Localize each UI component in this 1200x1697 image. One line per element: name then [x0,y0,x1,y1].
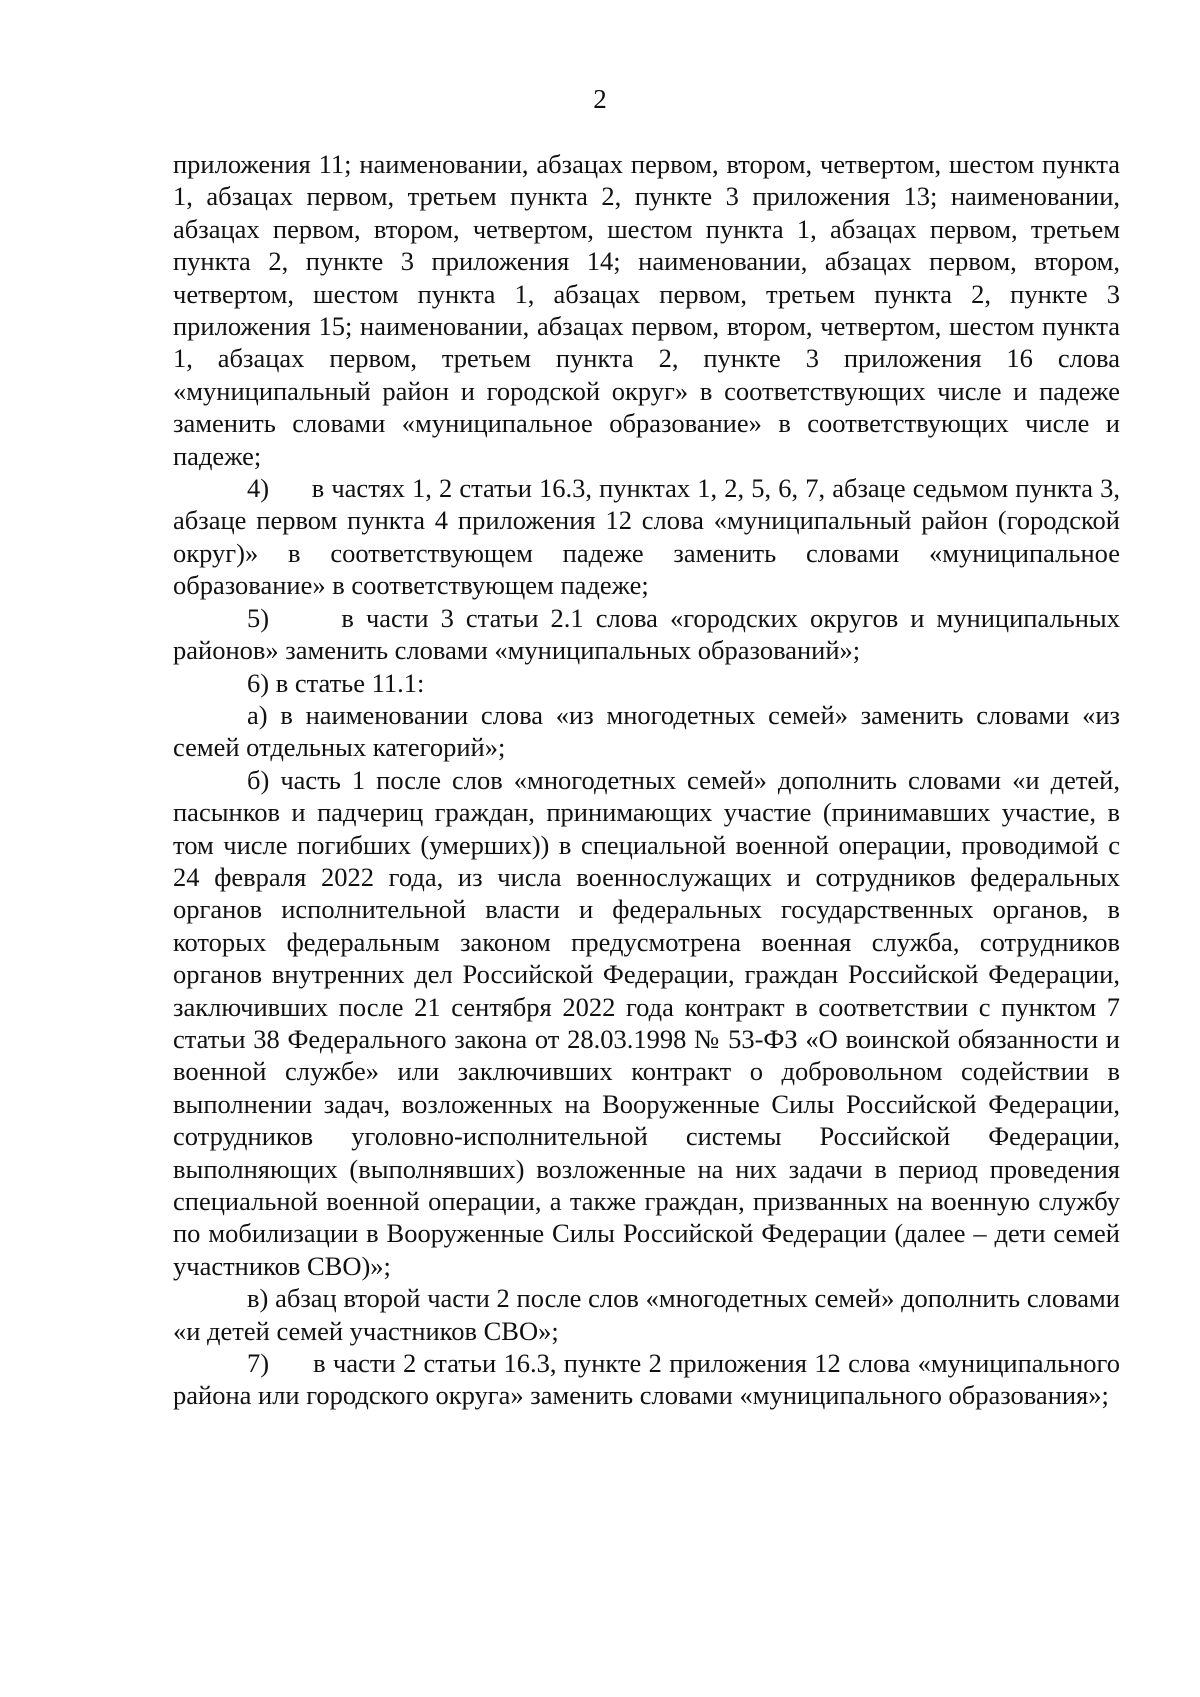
paragraph-item-5: 5) в части 3 статьи 2.1 слова «городских округов и муниципальных районов» заменить словами «муниципальных образований»; [173,602,1120,666]
paragraph-item-6a: а) в наименовании слова «из многодетных семей» заменить словами «из семей отдельных категорий»; [173,699,1120,763]
paragraph-item-4: 4) в частях 1, 2 статьи 16.3, пунктах 1, 2, 5, 6, 7, абзаце седьмом пункта 3, абзаце первом пункта 4 приложения 12 слова «муниципальный район (городской округ)» в соответствующем падеже заменить словами «муниципальное образование» в соответствующем падеже; [173,473,1120,601]
paragraph-item-7: 7) в части 2 статьи 16.3, пункте 2 приложения 12 слова «муниципального района или городского округа» заменить словами «муниципального образования»; [173,1348,1120,1411]
paragraph-item-6b: б) часть 1 после слов «многодетных семей» дополнить словами «и детей, пасынков и падчериц граждан, принимающих участие (принимавших участие, в том числе погибших (умерших)) в специальной военной операции, проводимой с 24 февраля 2022 года, из числа военнослужащих и сотрудников федеральных органов исполнительной власти и федеральных государственных органов, в которых федеральным законом предусмотрена военная служба, сотрудников органов внутренних дел Российской Федерации, граждан Российской Федерации, заключивших после 21 сентября 2022 года контракт в соответствии с пунктом 7 статьи 38 Федерального закона от 28.03.1998 № 53-ФЗ «О воинской обязанности и военной службе» или заключивших контракт о добровольном содействии в выполнении задач, возложенных на Вооруженные Силы Российской Федерации, сотрудников уголовно-исполнительной системы Российской Федерации, выполняющих (выполнявших) возложенные на них задачи в период проведения специальной военной операции, а также граждан, призванных на военную службу по мобилизации в Вооруженные Силы Российской Федерации (далее – дети семей участников СВО)»; [173,764,1120,1281]
document-body [173,148,1120,1412]
paragraph-item-6: 6) в статье 11.1: [247,667,425,698]
paragraph-item-6v: в) абзац второй части 2 после слов «многодетных семей» дополнить словами «и детей семей участников СВО»; [173,1283,1120,1346]
page-number: 2 [593,84,607,114]
paragraph-continuation: приложения 11; наименовании, абзацах первом, втором, четвертом, шестом пункта 1, абзацах первом, третьем пункта 2, пункте 3 приложения 13; наименовании, абзацах первом, втором, четвертом, шестом пункта 1, абзацах первом, третьем пункта 2, пункте 3 приложения 14; наименовании, абзацах первом, втором, четвертом, шестом пункта 1, абзацах первом, третьем пункта 2, пункте 3 приложения 15; наименовании, абзацах первом, втором, четвертом, шестом пункта 1, абзацах первом, третьем пункта 2, пункте 3 приложения 16 слова «муниципальный район и городской округ» в соответствующих числе и падеже заменить словами «муниципальное образование» в соответствующих числе и падеже; [173,149,1120,471]
